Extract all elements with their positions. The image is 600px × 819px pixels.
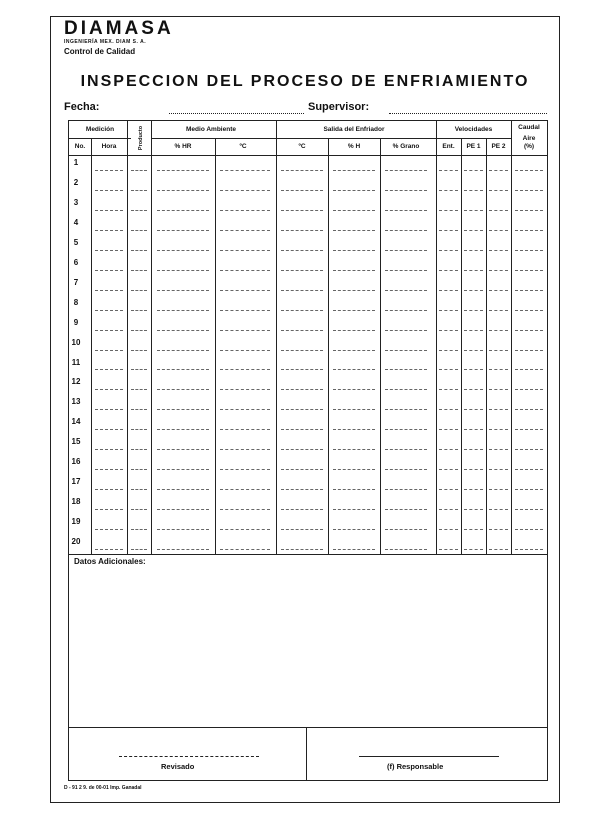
entry-caudal[interactable] xyxy=(515,429,543,430)
entry-amb-c[interactable] xyxy=(220,350,270,351)
entry-producto[interactable] xyxy=(131,369,147,370)
entry-caudal[interactable] xyxy=(515,190,543,191)
entry-amb-c[interactable] xyxy=(220,190,270,191)
entry-sal-c[interactable] xyxy=(281,350,323,351)
entry-ent[interactable] xyxy=(439,489,458,490)
entry-pe1[interactable] xyxy=(464,270,483,271)
col-sal-grano: % Grano xyxy=(392,143,420,150)
entry-hr[interactable] xyxy=(157,190,209,191)
entry-hr[interactable] xyxy=(157,429,209,430)
entry-pe1[interactable] xyxy=(464,449,483,450)
supervisor-label: Supervisor: xyxy=(308,101,370,113)
entry-pe1[interactable] xyxy=(464,210,483,211)
entry-hr[interactable] xyxy=(157,449,209,450)
entry-hr[interactable] xyxy=(157,270,209,271)
entry-pe1[interactable] xyxy=(464,409,483,410)
entry-sal-grano[interactable] xyxy=(385,529,427,530)
entry-sal-h[interactable] xyxy=(333,489,375,490)
inspection-table xyxy=(68,120,548,555)
entry-hora[interactable] xyxy=(95,190,123,191)
entry-amb-c[interactable] xyxy=(220,210,270,211)
form-title: INSPECCION DEL PROCESO DE ENFRIAMIENTO xyxy=(80,73,530,90)
entry-caudal[interactable] xyxy=(515,369,543,370)
entry-pe1[interactable] xyxy=(464,549,483,550)
entry-pe2[interactable] xyxy=(489,270,508,271)
entry-hora[interactable] xyxy=(95,529,123,530)
entry-caudal[interactable] xyxy=(515,509,543,510)
entry-sal-h[interactable] xyxy=(333,389,375,390)
entry-producto[interactable] xyxy=(131,290,147,291)
entry-hora[interactable] xyxy=(95,330,123,331)
entry-sal-grano[interactable] xyxy=(385,549,427,550)
entry-hora[interactable] xyxy=(95,290,123,291)
row-number: 14 xyxy=(71,417,81,427)
entry-pe1[interactable] xyxy=(464,190,483,191)
entry-hr[interactable] xyxy=(157,489,209,490)
entry-ent[interactable] xyxy=(439,509,458,510)
entry-hr[interactable] xyxy=(157,529,209,530)
entry-pe1[interactable] xyxy=(464,230,483,231)
entry-sal-grano[interactable] xyxy=(385,210,427,211)
row-number: 7 xyxy=(73,277,79,287)
entry-sal-grano[interactable] xyxy=(385,449,427,450)
entry-pe2[interactable] xyxy=(489,250,508,251)
entry-caudal[interactable] xyxy=(515,389,543,390)
entry-amb-c[interactable] xyxy=(220,389,270,390)
entry-sal-c[interactable] xyxy=(281,509,323,510)
row-number: 4 xyxy=(73,217,79,227)
entry-sal-h[interactable] xyxy=(333,429,375,430)
entry-pe2[interactable] xyxy=(489,230,508,231)
entry-pe1[interactable] xyxy=(464,310,483,311)
entry-pe2[interactable] xyxy=(489,310,508,311)
entry-sal-h[interactable] xyxy=(333,350,375,351)
supervisor-field[interactable] xyxy=(389,113,547,114)
entry-producto[interactable] xyxy=(131,489,147,490)
entry-amb-c[interactable] xyxy=(220,369,270,370)
responsible-label: (f) Responsable xyxy=(387,762,444,771)
entry-hora[interactable] xyxy=(95,449,123,450)
entry-ent[interactable] xyxy=(439,529,458,530)
entry-sal-h[interactable] xyxy=(333,330,375,331)
entry-hora[interactable] xyxy=(95,170,123,171)
entry-hr[interactable] xyxy=(157,170,209,171)
entry-hora[interactable] xyxy=(95,250,123,251)
form-footer-code: D - 91 2 9. de 00-01 Imp. Ganadal xyxy=(64,785,142,791)
entry-sal-c[interactable] xyxy=(281,489,323,490)
entry-pe2[interactable] xyxy=(489,429,508,430)
entry-sal-h[interactable] xyxy=(333,369,375,370)
entry-pe2[interactable] xyxy=(489,389,508,390)
entry-caudal[interactable] xyxy=(515,449,543,450)
col-sal-c: ºC xyxy=(298,143,306,150)
entry-caudal[interactable] xyxy=(515,409,543,410)
responsible-signature-line[interactable] xyxy=(359,756,499,757)
entry-sal-h[interactable] xyxy=(333,170,375,171)
entry-caudal[interactable] xyxy=(515,330,543,331)
entry-caudal[interactable] xyxy=(515,489,543,490)
entry-amb-c[interactable] xyxy=(220,330,270,331)
entry-producto[interactable] xyxy=(131,310,147,311)
header-salida-enfriador: Salida del Enfriador xyxy=(323,126,385,133)
entry-sal-c[interactable] xyxy=(281,389,323,390)
entry-hr[interactable] xyxy=(157,389,209,390)
entry-sal-grano[interactable] xyxy=(385,290,427,291)
header-medicion: Medición xyxy=(85,126,115,133)
col-hr: % HR xyxy=(174,143,192,150)
entry-pe2[interactable] xyxy=(489,489,508,490)
entry-producto[interactable] xyxy=(131,449,147,450)
row-number: 8 xyxy=(73,297,79,307)
entry-sal-h[interactable] xyxy=(333,250,375,251)
entry-hora[interactable] xyxy=(95,350,123,351)
entry-sal-grano[interactable] xyxy=(385,509,427,510)
entry-pe1[interactable] xyxy=(464,489,483,490)
entry-sal-h[interactable] xyxy=(333,310,375,311)
entry-ent[interactable] xyxy=(439,409,458,410)
entry-amb-c[interactable] xyxy=(220,469,270,470)
entry-amb-c[interactable] xyxy=(220,230,270,231)
entry-hr[interactable] xyxy=(157,350,209,351)
entry-pe1[interactable] xyxy=(464,369,483,370)
entry-sal-grano[interactable] xyxy=(385,389,427,390)
entry-pe2[interactable] xyxy=(489,170,508,171)
entry-pe2[interactable] xyxy=(489,449,508,450)
entry-ent[interactable] xyxy=(439,210,458,211)
entry-sal-h[interactable] xyxy=(333,449,375,450)
row-number: 16 xyxy=(71,457,81,467)
reviewed-label: Revisado xyxy=(161,762,195,771)
header-aire-unit: (%) xyxy=(523,143,535,150)
col-amb-c: ºC xyxy=(239,143,247,150)
entry-ent[interactable] xyxy=(439,389,458,390)
entry-hora[interactable] xyxy=(95,469,123,470)
entry-ent[interactable] xyxy=(439,549,458,550)
entry-sal-h[interactable] xyxy=(333,529,375,530)
row-number: 15 xyxy=(71,437,81,447)
entry-caudal[interactable] xyxy=(515,350,543,351)
entry-ent[interactable] xyxy=(439,469,458,470)
entry-pe2[interactable] xyxy=(489,469,508,470)
additional-data-section[interactable] xyxy=(68,553,548,728)
entry-caudal[interactable] xyxy=(515,250,543,251)
entry-hora[interactable] xyxy=(95,509,123,510)
company-subtitle: INGENIERÍA MEX. DIAM S. A. xyxy=(64,39,147,45)
entry-sal-h[interactable] xyxy=(333,290,375,291)
entry-pe1[interactable] xyxy=(464,290,483,291)
entry-hr[interactable] xyxy=(157,549,209,550)
entry-hora[interactable] xyxy=(95,270,123,271)
entry-producto[interactable] xyxy=(131,469,147,470)
entry-sal-h[interactable] xyxy=(333,549,375,550)
entry-pe1[interactable] xyxy=(464,429,483,430)
entry-hr[interactable] xyxy=(157,409,209,410)
row-number: 12 xyxy=(71,377,81,387)
entry-hr[interactable] xyxy=(157,250,209,251)
entry-pe2[interactable] xyxy=(489,369,508,370)
row-number: 3 xyxy=(73,197,79,207)
header-aire: Aire xyxy=(522,135,536,142)
entry-pe2[interactable] xyxy=(489,350,508,351)
row-number: 2 xyxy=(73,177,79,187)
entry-ent[interactable] xyxy=(439,230,458,231)
entry-sal-grano[interactable] xyxy=(385,230,427,231)
entry-sal-h[interactable] xyxy=(333,210,375,211)
entry-sal-c[interactable] xyxy=(281,210,323,211)
entry-sal-c[interactable] xyxy=(281,549,323,550)
entry-sal-c[interactable] xyxy=(281,409,323,410)
entry-pe2[interactable] xyxy=(489,330,508,331)
entry-amb-c[interactable] xyxy=(220,429,270,430)
signature-section xyxy=(68,727,548,781)
entry-hora[interactable] xyxy=(95,489,123,490)
entry-sal-h[interactable] xyxy=(333,270,375,271)
entry-amb-c[interactable] xyxy=(220,509,270,510)
row-number: 18 xyxy=(71,497,81,507)
row-number: 10 xyxy=(71,337,81,347)
entry-amb-c[interactable] xyxy=(220,409,270,410)
form-sheet xyxy=(50,16,560,803)
entry-pe1[interactable] xyxy=(464,350,483,351)
entry-caudal[interactable] xyxy=(515,290,543,291)
entry-sal-c[interactable] xyxy=(281,270,323,271)
entry-sal-h[interactable] xyxy=(333,509,375,510)
row-number: 5 xyxy=(73,237,79,247)
entry-amb-c[interactable] xyxy=(220,489,270,490)
entry-caudal[interactable] xyxy=(515,270,543,271)
entry-sal-h[interactable] xyxy=(333,230,375,231)
entry-pe2[interactable] xyxy=(489,529,508,530)
col-sal-h: % H xyxy=(347,143,361,150)
entry-caudal[interactable] xyxy=(515,549,543,550)
entry-sal-h[interactable] xyxy=(333,190,375,191)
header-producto: Producto xyxy=(138,125,144,151)
col-pe1: PE 1 xyxy=(466,143,481,150)
entry-pe1[interactable] xyxy=(464,170,483,171)
entry-producto[interactable] xyxy=(131,529,147,530)
entry-pe1[interactable] xyxy=(464,250,483,251)
entry-sal-c[interactable] xyxy=(281,529,323,530)
entry-sal-grano[interactable] xyxy=(385,170,427,171)
entry-sal-grano[interactable] xyxy=(385,469,427,470)
row-number: 13 xyxy=(71,397,81,407)
row-number: 6 xyxy=(73,257,79,267)
entry-sal-c[interactable] xyxy=(281,230,323,231)
entry-sal-grano[interactable] xyxy=(385,270,427,271)
entry-producto[interactable] xyxy=(131,549,147,550)
entry-sal-h[interactable] xyxy=(333,469,375,470)
col-pe2: PE 2 xyxy=(491,143,506,150)
entry-producto[interactable] xyxy=(131,389,147,390)
entry-pe2[interactable] xyxy=(489,509,508,510)
entry-pe1[interactable] xyxy=(464,469,483,470)
entry-ent[interactable] xyxy=(439,369,458,370)
company-logo: DIAMASA xyxy=(64,18,174,39)
entry-amb-c[interactable] xyxy=(220,170,270,171)
entry-producto[interactable] xyxy=(131,230,147,231)
entry-pe1[interactable] xyxy=(464,529,483,530)
entry-ent[interactable] xyxy=(439,290,458,291)
entry-sal-c[interactable] xyxy=(281,170,323,171)
entry-sal-c[interactable] xyxy=(281,429,323,430)
entry-pe1[interactable] xyxy=(464,330,483,331)
entry-ent[interactable] xyxy=(439,449,458,450)
entry-sal-grano[interactable] xyxy=(385,350,427,351)
department-label: Control de Calidad xyxy=(64,47,136,56)
entry-sal-c[interactable] xyxy=(281,369,323,370)
entry-caudal[interactable] xyxy=(515,469,543,470)
entry-caudal[interactable] xyxy=(515,170,543,171)
row-number: 1 xyxy=(73,158,79,167)
entry-hora[interactable] xyxy=(95,210,123,211)
entry-sal-grano[interactable] xyxy=(385,369,427,370)
entry-pe2[interactable] xyxy=(489,210,508,211)
entry-amb-c[interactable] xyxy=(220,449,270,450)
date-label: Fecha: xyxy=(64,101,100,113)
entry-sal-c[interactable] xyxy=(281,190,323,191)
entry-producto[interactable] xyxy=(131,210,147,211)
entry-hora[interactable] xyxy=(95,429,123,430)
entry-ent[interactable] xyxy=(439,330,458,331)
entry-producto[interactable] xyxy=(131,170,147,171)
entry-pe2[interactable] xyxy=(489,549,508,550)
entry-hora[interactable] xyxy=(95,230,123,231)
entry-ent[interactable] xyxy=(439,270,458,271)
entry-sal-grano[interactable] xyxy=(385,409,427,410)
entry-pe1[interactable] xyxy=(464,509,483,510)
entry-ent[interactable] xyxy=(439,429,458,430)
col-no: No. xyxy=(74,143,86,150)
entry-sal-grano[interactable] xyxy=(385,330,427,331)
entry-hr[interactable] xyxy=(157,310,209,311)
entry-amb-c[interactable] xyxy=(220,250,270,251)
row-number: 17 xyxy=(71,477,81,487)
entry-hr[interactable] xyxy=(157,330,209,331)
entry-pe2[interactable] xyxy=(489,190,508,191)
entry-producto[interactable] xyxy=(131,429,147,430)
entry-hora[interactable] xyxy=(95,389,123,390)
entry-sal-h[interactable] xyxy=(333,409,375,410)
header-velocidades: Velocidades xyxy=(454,126,493,133)
entry-caudal[interactable] xyxy=(515,230,543,231)
entry-hr[interactable] xyxy=(157,290,209,291)
entry-ent[interactable] xyxy=(439,310,458,311)
row-number: 11 xyxy=(71,357,81,367)
entry-hr[interactable] xyxy=(157,369,209,370)
entry-ent[interactable] xyxy=(439,250,458,251)
entry-sal-grano[interactable] xyxy=(385,489,427,490)
entry-hr[interactable] xyxy=(157,509,209,510)
entry-sal-grano[interactable] xyxy=(385,429,427,430)
reviewed-signature-line[interactable] xyxy=(119,756,259,757)
entry-sal-grano[interactable] xyxy=(385,190,427,191)
entry-producto[interactable] xyxy=(131,190,147,191)
company-block xyxy=(64,19,174,57)
entry-producto[interactable] xyxy=(131,250,147,251)
entry-hora[interactable] xyxy=(95,549,123,550)
entry-hr[interactable] xyxy=(157,469,209,470)
entry-sal-c[interactable] xyxy=(281,250,323,251)
row-number: 9 xyxy=(73,317,79,327)
entry-ent[interactable] xyxy=(439,350,458,351)
entry-amb-c[interactable] xyxy=(220,529,270,530)
entry-producto[interactable] xyxy=(131,409,147,410)
entry-sal-c[interactable] xyxy=(281,290,323,291)
entry-producto[interactable] xyxy=(131,330,147,331)
entry-sal-grano[interactable] xyxy=(385,250,427,251)
entry-sal-c[interactable] xyxy=(281,310,323,311)
entry-sal-c[interactable] xyxy=(281,469,323,470)
entry-sal-c[interactable] xyxy=(281,449,323,450)
row-number: 20 xyxy=(71,537,81,547)
entry-hora[interactable] xyxy=(95,369,123,370)
entry-hr[interactable] xyxy=(157,230,209,231)
entry-hora[interactable] xyxy=(95,409,123,410)
col-ent: Ent. xyxy=(442,143,455,150)
entry-caudal[interactable] xyxy=(515,529,543,530)
entry-amb-c[interactable] xyxy=(220,270,270,271)
additional-data-label: Datos Adicionales: xyxy=(74,557,146,566)
col-hora: Hora xyxy=(101,143,117,150)
entry-producto[interactable] xyxy=(131,509,147,510)
entry-pe1[interactable] xyxy=(464,389,483,390)
entry-pe2[interactable] xyxy=(489,290,508,291)
entry-producto[interactable] xyxy=(131,350,147,351)
row-number: 19 xyxy=(71,517,81,527)
entry-amb-c[interactable] xyxy=(220,549,270,550)
entry-amb-c[interactable] xyxy=(220,310,270,311)
entry-producto[interactable] xyxy=(131,270,147,271)
header-medio-ambiente: Medio Ambiente xyxy=(186,126,236,133)
entry-ent[interactable] xyxy=(439,170,458,171)
entry-ent[interactable] xyxy=(439,190,458,191)
date-field[interactable] xyxy=(169,113,304,114)
entry-sal-c[interactable] xyxy=(281,330,323,331)
entry-hora[interactable] xyxy=(95,310,123,311)
entry-sal-grano[interactable] xyxy=(385,310,427,311)
entry-hr[interactable] xyxy=(157,210,209,211)
entry-caudal[interactable] xyxy=(515,210,543,211)
header-caudal: Caudal xyxy=(518,124,540,131)
entry-amb-c[interactable] xyxy=(220,290,270,291)
entry-pe2[interactable] xyxy=(489,409,508,410)
entry-caudal[interactable] xyxy=(515,310,543,311)
